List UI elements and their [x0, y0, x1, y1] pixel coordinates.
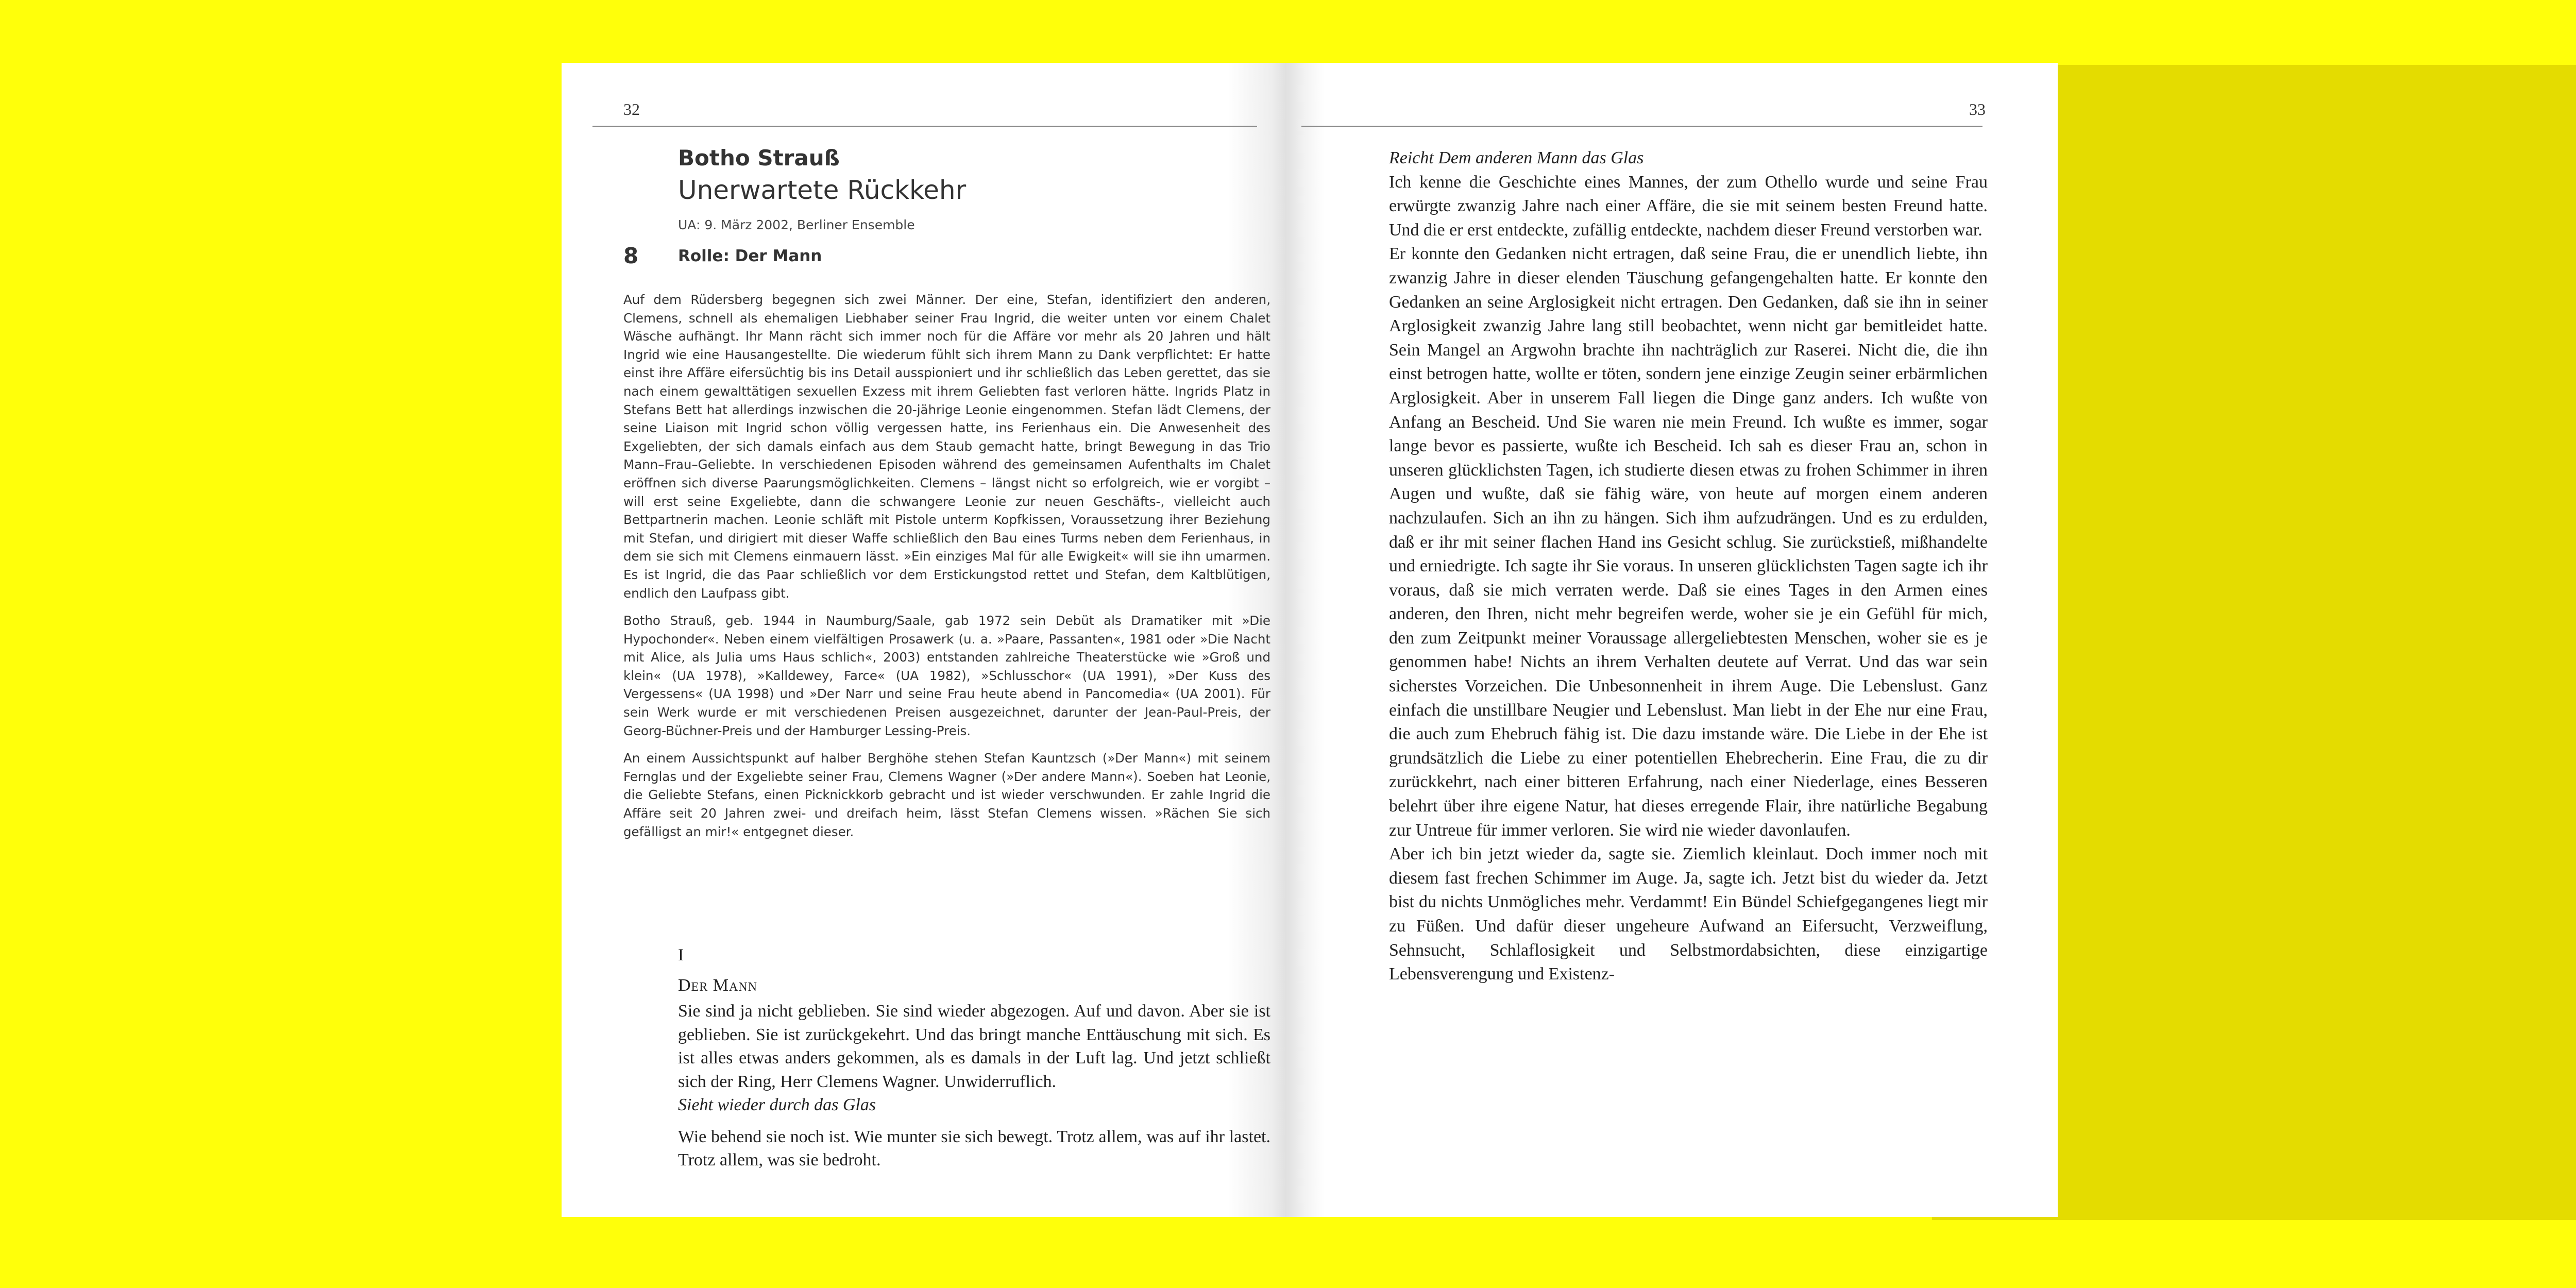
monologue-continuation [1389, 146, 1988, 987]
speech-paragraph: Ich kenne die Geschichte eines Mannes, der zum Othello wurde und seine Frau erwürgte zwanzig Jahre nach einer Affäre, die sie mit seinem besten Freund hatte. Und die er erst entdeckte, zufällig entdeckte, nachdem dieser Freund verstorben war. [1389, 172, 1988, 240]
speech-paragraph: Aber ich bin jetzt wieder da, sagte sie. Ziemlich kleinlaut. Doch immer noch mit diesem fast frechen Schimmer im Auge. Ja, sagte ich. Jetzt bist du wieder da. Jetzt bist du nichts Unmögliches mehr. Verdammt! Ein Bündel Schiefgegangenes liegt mir zu Füßen. Und dafür dieser ungeheure Aufwand an Eifersucht, Verzweiflung, Sehnsucht, Schlaflosigkeit und Selbstmordabsichten, diese einzigartige Lebensverengung und Existenz- [1389, 844, 1988, 984]
scene-number: I [678, 946, 684, 964]
scene-intro-paragraph: An einem Aussichtspunkt auf halber Berghöhe stehen Stefan Kauntzsch (»Der Mann«) mit seinem Fernglas und der Exgeliebte seiner Frau, Clemens Wagner (»Der andere Mann«). Soeben hat Leonie, die Geliebte Stefans, einen Picknickkorb gebracht und ist wieder verschwunden. Er zahle Ingrid die Affäre seit 20 Jahren zwei- und dreifach heim, lässt Stefan Clemens wissen. »Rächen Sie sich gefälligst an mir!« entgegnet dieser. [623, 751, 1270, 839]
speech-paragraph: Er konnte den Gedanken nicht ertragen, daß seine Frau, die er unendlich liebte, ihn zwanzig Jahre in dieser elenden Täuschung gefangengehalten hatte. Er konnte den Gedanken an seine Arglosigkeit nicht ertragen. Den Gedanken, daß sie ihn in seiner Arglosigkeit zwanzig Jahre lang still beobachtet, wenn nicht gar bemitleidet hatte. Sein Mangel an Argwohn brachte ihn nachträglich zur Raserei. Nicht die, die ihn einst betrogen hatte, wollte er töten, sondern jene einzige Zeugin seiner erbärmlichen Arglosigkeit. Aber in unserem Fall liegen die Dinge ganz anders. Ich wußte von Anfang an Bescheid. Und Sie waren nie mein Freund. Ich wußte es immer, sogar lange bevor es passierte, wußte ich Bescheid. Ich sah es dieser Frau an, schon in unseren glücklichsten Tagen, ich studierte diesen etwas zu frohen Schimmer in ihren Augen und wußte, daß sie fähig wäre, von heute auf morgen einem anderen nachzulaufen. Sich an ihn zu hängen. Sich ihm aufzudrängen. Und es zu erdulden, daß er ihr mit seiner flachen Hand ins Gesicht schlug. Sie zurückstieß, mißhandelte und erniedrigte. Ich sagte ihr Sie voraus. In unseren glücklichsten Tagen sagte ich ihr voraus, daß sie mich verraten werde. Daß sie eines Tages in den Armen eines anderen, den Ihren, nicht mehr begreifen werde, woher sie je ein Gefühl für mich, den zum Zeitpunkt meiner Voraussage allergeliebtesten Menschen, woher sie es je genommen habe! Nichts an ihrem Verhalten deutete auf Verrat. Und das war sein sicherstes Vorzeichen. Die Unbesonnenheit in ihrem Auge. Die Lebenslust. Ganz einfach die unstillbare Neugier und Lebenslust. Man liebt in der Ehe nur eine Frau, die auch zum Ehebruch fähig ist. Die dazu imstande wäre. Die Liebe in der Ehe ist grundsätzlich die Liebe zu einer potentiellen Ehebrecherin. Eine Frau, die zu dir zurückkehrt, nach einer bitteren Erfahrung, nach einer Niederlage, eines Besseren belehrt über ihre eigene Natur, hat dieses erregende Flair, ihre natürliche Begabung zur Untreue für immer verloren. Sie wird nie wieder davonlaufen. [1389, 244, 1988, 840]
stage-direction: Reicht Dem anderen Mann das Glas [1389, 148, 1644, 167]
right-header-rule [1301, 126, 1982, 127]
right-page-number: 33 [1969, 100, 1986, 118]
stage-direction: Sieht wieder durch das Glas [678, 1095, 876, 1114]
book-spread [562, 63, 2041, 1220]
speech-paragraph: Wie behend sie noch ist. Wie munter sie sich bewegt. Trotz allem, was auf ihr lastet. Trotz allem, was sie bedroht. [678, 1127, 1270, 1170]
left-header-rule [592, 126, 1257, 127]
play-title: Unerwartete Rückkehr [678, 175, 967, 205]
speech-paragraph: Sie sind ja nicht geblieben. Sie sind wieder abgezogen. Auf und davon. Aber sie ist geblieben. Sie ist zurückgekehrt. Und das bringt manche Enttäuschung mit sich. Es ist alles etwas anders gekommen, als es damals in der Luft lag. Und jetzt schließt sich der Ring, Herr Clemens Wagner. Unwiderruflich. [678, 1002, 1270, 1091]
synopsis-paragraph: Auf dem Rüdersberg begegnen sich zwei Männer. Der eine, Stefan, identifiziert den anderen, Clemens, schnell als ehemaligen Liebhaber seiner Frau Ingrid, die weiter unten vor einem Chalet Wäsche aufhängt. Ihr Mann rächt sich immer noch für die Affäre vor mehr als 20 Jahren und hält Ingrid wie eine Hausangestellte. Die wiederum fühlt sich ihrem Mann zu Dank verpflichtet: Er hatte einst ihre Affäre eifersüchtig bis ins Detail ausspioniert und ihr schließlich das Leben gerettet, das sie nach einem gewalttätigen sexuellen Exzess mit ihrem Geliebten fast verloren hätte. Ingrids Platz in Stefans Bett hat allerdings inzwischen die 20-jährige Leonie eingenommen. Stefan lädt Clemens, der seine Liaison mit Ingrid schon völlig vergessen hatte, ins Ferienhaus ein. Die Anwesenheit des Exgeliebten, der sich damals einfach aus dem Staub gemacht hatte, bringt Bewegung in das Trio Mann–Frau–Geliebte. In verschiedenen Episoden während des gemeinsamen Aufenthalts im Chalet eröffnen sich diverse Paarungsmöglichkeiten. Clemens – längst nicht so erfolgreich, wie er vorgibt – will erst seine Exgeliebte, dann die schwangere Leonie zur neuen Geschäfts-, vielleicht auch Bettpartnerin machen. Leonie schläft mit Pistole unterm Kopfkissen, Voraussetzung ihrer Beziehung mit Stefan, und dirigiert mit dieser Waffe schließlich den Bau eines Turms neben dem Ferienhaus, in dem sie sich mit Clemens einmauern lässt. »Ein einziges Mal für alle Ewigkeit« will sie ihn umarmen. Es ist Ingrid, die das Paar schließlich vor dem Erstickungstod rettet und Stefan, dem Kaltblütigen, endlich den Laufpass gibt. [623, 292, 1270, 601]
left-page-number: 32 [623, 100, 640, 118]
role-label: Rolle: Der Mann [678, 247, 822, 265]
monologue-start [678, 999, 1270, 1172]
right-page [1286, 63, 2058, 1217]
author-name: Botho Strauß [678, 145, 840, 171]
left-page [562, 63, 1286, 1217]
bio-paragraph: Botho Strauß, geb. 1944 in Naumburg/Saale, gab 1972 sein Debüt als Dramatiker mit »Die Hypochonder«. Neben einem vielfältigen Prosawerk (u. a. »Paare, Passanten«, 1981 oder »Die Nacht mit Alice, als Julia ums Haus schlich«, 2003) entstanden zahlreiche Theaterstücke wie »Groß und klein« (UA 1978), »Kalldewey, Farce« (UA 1982), »Schlusschor« (UA 1991), »Der Kuss des Vergessens« (UA 1998) und »Der Narr und seine Frau heute abend in Pancomedia« (UA 2001). Für sein Werk wurde er mit verschiedenen Preisen ausgezeichnet, darunter der Jean-Paul-Preis, der Georg-Büchner-Preis und der Hamburger Lessing-Preis. [623, 613, 1270, 738]
intro-text [623, 291, 1270, 850]
premiere-info: UA: 9. März 2002, Berliner Ensemble [678, 217, 915, 232]
monologue-number: 8 [623, 243, 639, 268]
speaker-name: Der Mann [678, 976, 757, 995]
